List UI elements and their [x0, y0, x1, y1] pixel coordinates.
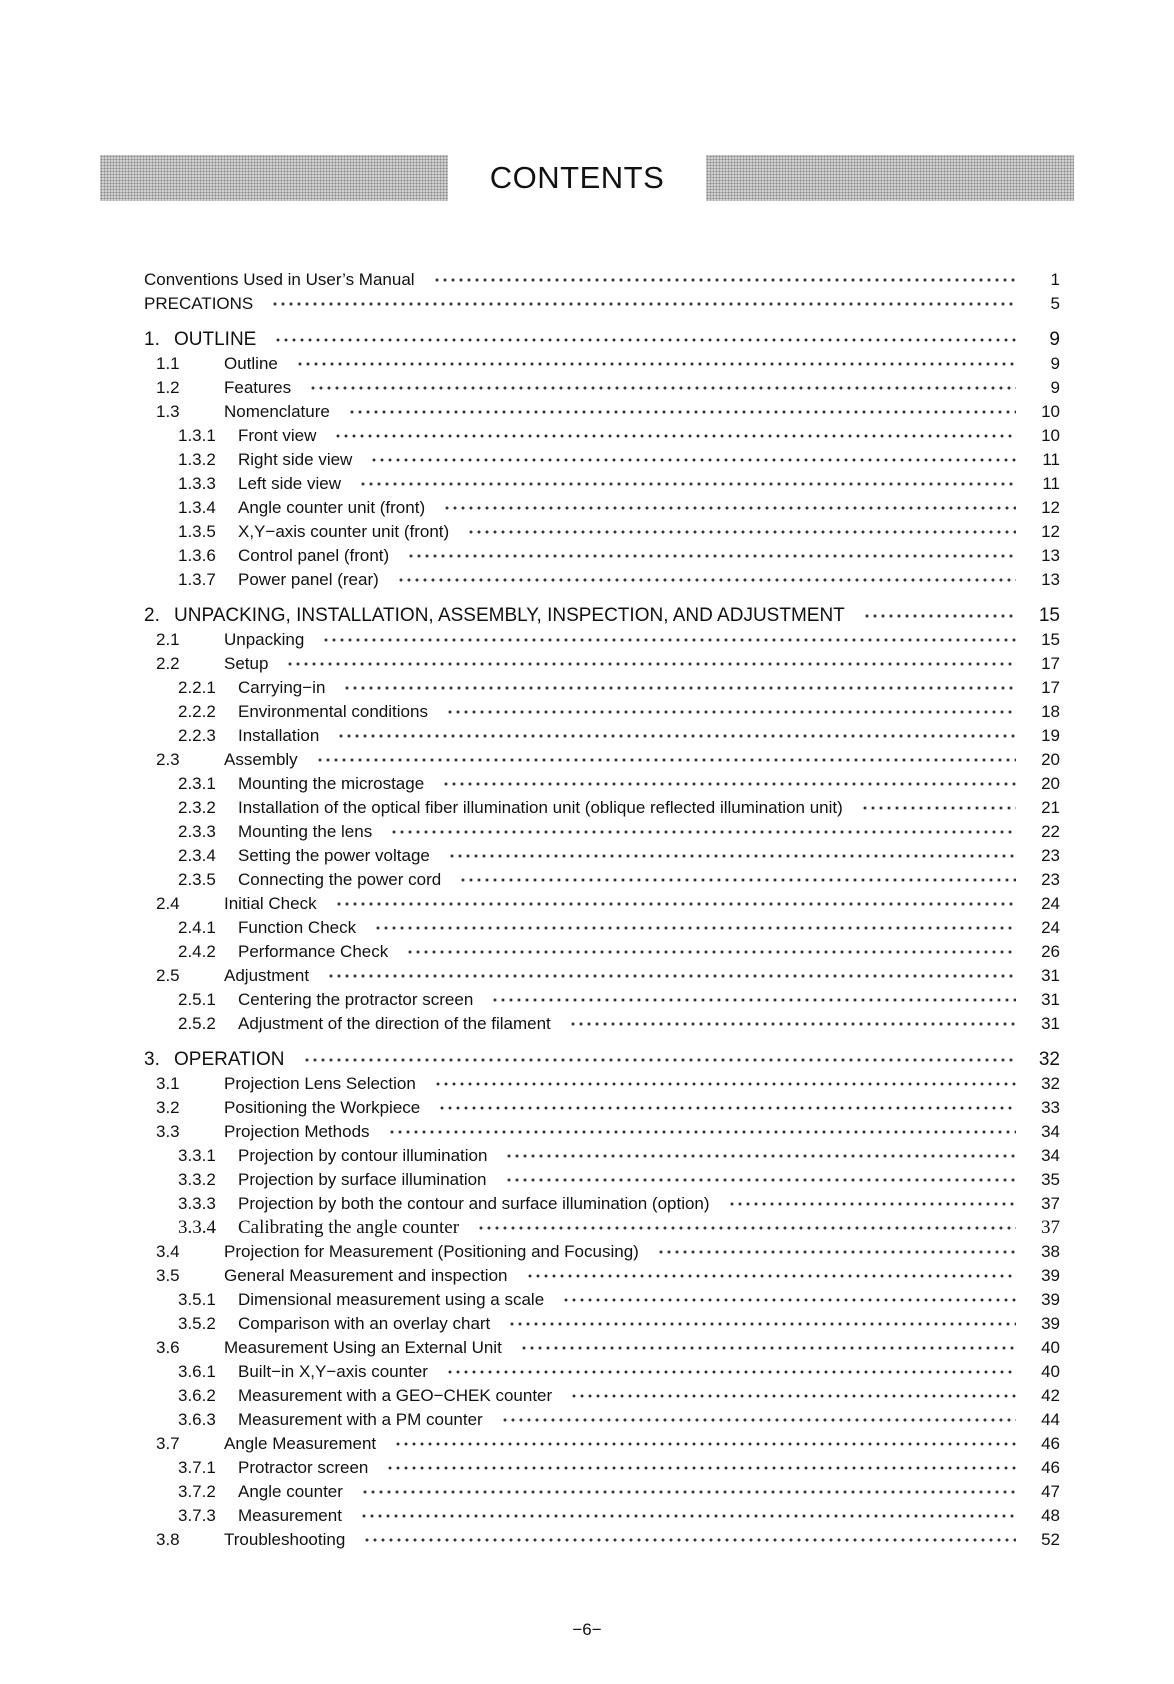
- toc-entry-page: 9: [1049, 329, 1060, 350]
- toc-entry-page: 20: [1041, 774, 1060, 793]
- toc-entry[interactable]: [144, 820, 1060, 844]
- toc-entry[interactable]: [144, 604, 1060, 628]
- toc-entry-title: Angle counter unit (front): [238, 498, 426, 517]
- toc-entry-title: Protractor screen: [238, 1458, 369, 1477]
- toc-entry-number: 1.2: [156, 378, 180, 397]
- toc-entry[interactable]: [144, 1072, 1060, 1096]
- toc-entry-number: 3.5.1: [178, 1290, 216, 1309]
- dot-leader: [363, 1536, 1016, 1544]
- toc-entry-title: X,Y−axis counter unit (front): [238, 522, 450, 541]
- toc-entry-number: 2.3.5: [178, 870, 216, 889]
- dot-leader: [446, 1368, 1016, 1376]
- toc-entry[interactable]: [144, 292, 1060, 316]
- toc-entry-page: 23: [1041, 870, 1060, 889]
- toc-entry-page: 47: [1041, 1482, 1060, 1501]
- toc-entry-page: 40: [1041, 1338, 1060, 1357]
- toc-entry-number: 3.6: [156, 1338, 180, 1357]
- toc-entry[interactable]: [144, 844, 1060, 868]
- dot-leader: [459, 876, 1016, 884]
- dot-leader: [316, 756, 1016, 764]
- toc-entry-number: 3.6.2: [178, 1386, 216, 1405]
- toc-entry-title: Right side view: [238, 450, 353, 469]
- toc-entry-title: Features: [224, 378, 292, 397]
- toc-entry[interactable]: [144, 1012, 1060, 1036]
- toc-entry-title: Setup: [224, 654, 269, 673]
- dot-leader: [438, 1104, 1016, 1112]
- toc-entry[interactable]: [144, 1480, 1060, 1504]
- toc-entry[interactable]: [144, 544, 1060, 568]
- toc-entry-number: 1.: [144, 329, 160, 350]
- toc-entry-title: Unpacking: [224, 630, 305, 649]
- dot-leader: [286, 660, 1016, 668]
- dot-leader: [728, 1200, 1016, 1208]
- toc-entry-page: 20: [1041, 750, 1060, 769]
- dot-leader: [562, 1296, 1016, 1304]
- toc-entry[interactable]: [144, 1456, 1060, 1480]
- toc-entry-number: 3.7: [156, 1434, 180, 1453]
- toc-entry-title: Setting the power voltage: [238, 846, 430, 865]
- toc-entry-page: 31: [1041, 990, 1060, 1009]
- toc-entry[interactable]: [144, 520, 1060, 544]
- toc-entry-title: Troubleshooting: [224, 1530, 346, 1549]
- toc-entry-title: Outline: [224, 354, 278, 373]
- toc-entry[interactable]: [144, 1048, 1060, 1072]
- toc-entry-title: Measurement Using an External Unit: [224, 1338, 502, 1357]
- dot-leader: [406, 948, 1016, 956]
- dot-leader: [397, 576, 1016, 584]
- toc-entry-title: Measurement: [238, 1506, 342, 1525]
- dot-leader: [467, 528, 1016, 536]
- toc-entry-page: 35: [1041, 1170, 1060, 1189]
- banner-pattern-left: [100, 155, 448, 201]
- toc-entry-number: 2.4: [156, 894, 180, 913]
- dot-leader: [374, 924, 1016, 932]
- toc-entry-page: 19: [1041, 726, 1060, 745]
- toc-entry-number: 2.: [144, 605, 160, 626]
- toc-entry[interactable]: [144, 448, 1060, 472]
- toc-entry-title: Angle Measurement: [224, 1434, 377, 1453]
- toc-entry-number: 1.3.2: [178, 450, 216, 469]
- toc-entry-title: Mounting the lens: [238, 822, 373, 841]
- toc-entry-page: 32: [1041, 1074, 1060, 1093]
- toc-entry-title: Built−in X,Y−axis counter: [238, 1362, 428, 1381]
- toc-entry-title: Power panel (rear): [238, 570, 379, 589]
- dot-leader: [570, 1392, 1016, 1400]
- dot-leader: [327, 972, 1016, 980]
- toc-entry-number: 3.3.4: [178, 1217, 216, 1238]
- toc-entry[interactable]: [144, 1384, 1060, 1408]
- toc-entry[interactable]: [144, 1432, 1060, 1456]
- dot-leader: [394, 1440, 1016, 1448]
- toc-entry-number: 2.5: [156, 966, 180, 985]
- toc-entry-page: 34: [1041, 1122, 1060, 1141]
- dot-leader: [390, 828, 1016, 836]
- toc-entry-page: 1: [1050, 270, 1060, 289]
- dot-leader: [309, 384, 1016, 392]
- toc-entry-page: 22: [1041, 822, 1060, 841]
- toc-entry-title: Adjustment of the direction of the filament: [238, 1014, 551, 1033]
- toc-entry-title: Initial Check: [224, 894, 317, 913]
- toc-entry-title: Carrying−in: [238, 678, 326, 697]
- dot-leader: [359, 480, 1016, 488]
- dot-leader: [322, 636, 1016, 644]
- toc-entry-title: Function Check: [238, 918, 357, 937]
- toc-entry-page: 33: [1041, 1098, 1060, 1117]
- toc-entry[interactable]: [144, 628, 1060, 652]
- toc-entry-page: 46: [1041, 1434, 1060, 1453]
- toc-entry-number: 3.7.2: [178, 1482, 216, 1501]
- toc-entry-title: Projection by surface illumination: [238, 1170, 487, 1189]
- toc-entry-page: 39: [1041, 1290, 1060, 1309]
- toc-entry-number: 3.7.1: [178, 1458, 216, 1477]
- toc-entry-title: Installation: [238, 726, 320, 745]
- toc-entry[interactable]: [144, 1360, 1060, 1384]
- toc-entry[interactable]: [144, 676, 1060, 700]
- toc-entry-page: 31: [1041, 1014, 1060, 1033]
- table-of-contents: [144, 268, 1060, 1552]
- dot-leader: [448, 852, 1016, 860]
- toc-entry-number: 1.3: [156, 402, 180, 421]
- toc-entry[interactable]: [144, 1216, 1060, 1240]
- toc-entry[interactable]: [144, 868, 1060, 892]
- toc-entry-page: 52: [1041, 1530, 1060, 1549]
- toc-entry-title: Connecting the power cord: [238, 870, 442, 889]
- toc-entry-title: Performance Check: [238, 942, 389, 961]
- dot-leader: [370, 456, 1016, 464]
- toc-entry-number: 3.3.3: [178, 1194, 216, 1213]
- toc-entry[interactable]: [144, 748, 1060, 772]
- dot-leader: [491, 996, 1016, 1004]
- dot-leader: [386, 1464, 1016, 1472]
- contents-banner: [0, 0, 1174, 195]
- dot-leader: [334, 432, 1016, 440]
- page-title: CONTENTS: [489, 160, 665, 195]
- toc-entry-page: 15: [1038, 605, 1060, 626]
- dot-leader: [361, 1488, 1016, 1496]
- toc-entry-page: 10: [1041, 402, 1060, 421]
- dot-leader: [407, 552, 1016, 560]
- toc-entry-page: 42: [1041, 1386, 1060, 1405]
- toc-entry-number: 1.3.5: [178, 522, 216, 541]
- toc-entry-page: 48: [1041, 1506, 1060, 1525]
- toc-entry-number: 1.1: [156, 354, 180, 373]
- toc-entry[interactable]: [144, 1264, 1060, 1288]
- dot-leader: [348, 408, 1016, 416]
- toc-entry-title: Projection by both the contour and surface illumination (option): [238, 1194, 710, 1213]
- toc-entry-title: OPERATION: [174, 1049, 285, 1070]
- dot-leader: [657, 1248, 1016, 1256]
- toc-entry-number: 1.3.6: [178, 546, 216, 565]
- toc-entry-page: 32: [1038, 1049, 1060, 1070]
- toc-entry[interactable]: [144, 568, 1060, 592]
- toc-entry-title: Comparison with an overlay chart: [238, 1314, 491, 1333]
- toc-entry-number: 3.1: [156, 1074, 180, 1093]
- dot-leader: [434, 1080, 1016, 1088]
- toc-entry-number: 1.3.7: [178, 570, 216, 589]
- dot-leader: [274, 336, 1016, 344]
- toc-entry[interactable]: [144, 988, 1060, 1012]
- toc-entry-number: 2.4.2: [178, 942, 216, 961]
- toc-entry-page: 37: [1041, 1217, 1060, 1238]
- toc-entry[interactable]: [144, 400, 1060, 424]
- toc-entry-page: 26: [1041, 942, 1060, 961]
- toc-entry[interactable]: [144, 352, 1060, 376]
- toc-entry[interactable]: [144, 652, 1060, 676]
- toc-entry-title: Adjustment: [224, 966, 310, 985]
- toc-entry-number: 3.3.1: [178, 1146, 216, 1165]
- dot-leader: [303, 1056, 1017, 1064]
- toc-entry[interactable]: [144, 1192, 1060, 1216]
- banner-pattern-right: [706, 155, 1074, 201]
- toc-entry[interactable]: [144, 268, 1060, 292]
- toc-entry-page: 23: [1041, 846, 1060, 865]
- dot-leader: [446, 708, 1016, 716]
- toc-entry-title: Control panel (front): [238, 546, 390, 565]
- page-number-footer: −6−: [572, 1620, 602, 1639]
- dot-leader: [501, 1416, 1016, 1424]
- toc-entry-page: 11: [1042, 450, 1060, 469]
- toc-entry-title: Measurement with a PM counter: [238, 1410, 483, 1429]
- toc-entry-page: 11: [1042, 474, 1060, 493]
- toc-entry[interactable]: [144, 892, 1060, 916]
- dot-leader: [505, 1176, 1016, 1184]
- toc-entry-number: 2.2: [156, 654, 180, 673]
- toc-entry-number: 3.6.1: [178, 1362, 216, 1381]
- toc-entry-page: 18: [1041, 702, 1060, 721]
- toc-entry[interactable]: [144, 328, 1060, 352]
- toc-entry[interactable]: [144, 964, 1060, 988]
- toc-entry-title: UNPACKING, INSTALLATION, ASSEMBLY, INSPECTION, AND ADJUSTMENT: [174, 605, 845, 626]
- dot-leader: [360, 1512, 1016, 1520]
- dot-leader: [442, 780, 1016, 788]
- toc-entry-number: 3.7.3: [178, 1506, 216, 1525]
- toc-entry-title: Conventions Used in User’s Manual: [144, 270, 415, 289]
- toc-entry-title: Left side view: [238, 474, 341, 493]
- toc-entry-title: Projection by contour illumination: [238, 1146, 488, 1165]
- toc-entry-number: 2.3.3: [178, 822, 216, 841]
- toc-entry-page: 12: [1041, 498, 1060, 517]
- dot-leader: [343, 684, 1016, 692]
- toc-entry-number: 2.4.1: [178, 918, 216, 937]
- dot-leader: [863, 612, 1016, 620]
- toc-entry-title: Projection Lens Selection: [224, 1074, 416, 1093]
- toc-entry-page: 39: [1041, 1314, 1060, 1333]
- toc-entry-number: 2.2.3: [178, 726, 216, 745]
- toc-entry[interactable]: [144, 1312, 1060, 1336]
- toc-entry-page: 5: [1050, 294, 1060, 313]
- toc-entry-number: 2.2.1: [178, 678, 216, 697]
- toc-entry-number: 3.5.2: [178, 1314, 216, 1333]
- toc-entry-number: 2.3.4: [178, 846, 216, 865]
- toc-entry[interactable]: [144, 1504, 1060, 1528]
- toc-entry-number: 2.2.2: [178, 702, 216, 721]
- toc-entry[interactable]: [144, 1288, 1060, 1312]
- toc-entry-number: 2.3.2: [178, 798, 216, 817]
- toc-entry-title: Front view: [238, 426, 317, 445]
- toc-entry-title: Projection Methods: [224, 1122, 370, 1141]
- toc-entry[interactable]: [144, 496, 1060, 520]
- dot-leader: [388, 1128, 1016, 1136]
- dot-leader: [477, 1224, 1016, 1232]
- toc-entry-page: 13: [1041, 570, 1060, 589]
- toc-entry-title: Positioning the Workpiece: [224, 1098, 421, 1117]
- toc-entry-number: 2.3: [156, 750, 180, 769]
- toc-entry-title: OUTLINE: [174, 329, 257, 350]
- toc-entry-number: 3.4: [156, 1242, 180, 1261]
- dot-leader: [520, 1344, 1016, 1352]
- toc-entry-page: 17: [1041, 654, 1060, 673]
- toc-entry-number: 1.3.1: [178, 426, 216, 445]
- toc-entry-number: 3.5: [156, 1266, 180, 1285]
- toc-entry-title: Centering the protractor screen: [238, 990, 474, 1009]
- toc-entry-page: 24: [1041, 918, 1060, 937]
- toc-entry-number: 3.8: [156, 1530, 180, 1549]
- toc-entry-number: 2.1: [156, 630, 180, 649]
- toc-entry[interactable]: [144, 796, 1060, 820]
- toc-entry-page: 40: [1041, 1362, 1060, 1381]
- toc-entry-page: 9: [1050, 354, 1060, 373]
- toc-entry-title: Projection for Measurement (Positioning and Focusing): [224, 1242, 639, 1261]
- toc-entry[interactable]: [144, 376, 1060, 400]
- toc-entry[interactable]: [144, 724, 1060, 748]
- toc-entry[interactable]: [144, 1240, 1060, 1264]
- toc-entry-title: Environmental conditions: [238, 702, 428, 721]
- toc-entry-number: 2.3.1: [178, 774, 216, 793]
- toc-entry[interactable]: [144, 700, 1060, 724]
- dot-leader: [569, 1020, 1016, 1028]
- dot-leader: [505, 1152, 1016, 1160]
- toc-entry-page: 37: [1041, 1194, 1060, 1213]
- toc-entry-page: 17: [1041, 678, 1060, 697]
- toc-entry-title: Calibrating the angle counter: [238, 1217, 460, 1238]
- toc-entry-title: Measurement with a GEO−CHEK counter: [238, 1386, 553, 1405]
- toc-entry-page: 24: [1041, 894, 1060, 913]
- toc-entry[interactable]: [144, 1528, 1060, 1552]
- toc-entry[interactable]: [144, 1336, 1060, 1360]
- toc-entry-title: General Measurement and inspection: [224, 1266, 508, 1285]
- toc-entry[interactable]: [144, 1120, 1060, 1144]
- toc-entry-page: 39: [1041, 1266, 1060, 1285]
- toc-entry-title: Mounting the microstage: [238, 774, 425, 793]
- dot-leader: [861, 804, 1016, 812]
- toc-entry-page: 44: [1041, 1410, 1060, 1429]
- toc-entry-number: 3.2: [156, 1098, 180, 1117]
- dot-leader: [271, 300, 1016, 308]
- dot-leader: [508, 1320, 1016, 1328]
- dot-leader: [433, 276, 1016, 284]
- toc-entry-page: 12: [1041, 522, 1060, 541]
- toc-entry-number: 1.3.4: [178, 498, 216, 517]
- toc-entry-title: PRECATIONS: [144, 294, 254, 313]
- toc-entry-page: 46: [1041, 1458, 1060, 1477]
- dot-leader: [296, 360, 1016, 368]
- toc-entry[interactable]: [144, 424, 1060, 448]
- toc-entry-page: 21: [1041, 798, 1060, 817]
- toc-entry-page: 15: [1041, 630, 1060, 649]
- toc-entry-title: Dimensional measurement using a scale: [238, 1290, 545, 1309]
- dot-leader: [526, 1272, 1017, 1280]
- toc-entry-number: 3.: [144, 1049, 160, 1070]
- toc-entry-page: 13: [1041, 546, 1060, 565]
- toc-entry[interactable]: [144, 772, 1060, 796]
- toc-entry[interactable]: [144, 1096, 1060, 1120]
- toc-entry-page: 31: [1041, 966, 1060, 985]
- toc-entry-title: Nomenclature: [224, 402, 330, 421]
- toc-entry[interactable]: [144, 472, 1060, 496]
- toc-entry[interactable]: [144, 916, 1060, 940]
- toc-entry-page: 9: [1050, 378, 1060, 397]
- toc-entry-page: 38: [1041, 1242, 1060, 1261]
- toc-entry-title: Assembly: [224, 750, 298, 769]
- toc-entry-page: 10: [1041, 426, 1060, 445]
- toc-entry-title: Angle counter: [238, 1482, 343, 1501]
- toc-entry-number: 3.3.2: [178, 1170, 216, 1189]
- toc-entry-number: 3.3: [156, 1122, 180, 1141]
- toc-entry-number: 3.6.3: [178, 1410, 216, 1429]
- toc-entry[interactable]: [144, 1408, 1060, 1432]
- toc-entry-number: 2.5.1: [178, 990, 216, 1009]
- toc-entry[interactable]: [144, 940, 1060, 964]
- toc-entry-number: 2.5.2: [178, 1014, 216, 1033]
- toc-entry-page: 34: [1041, 1146, 1060, 1165]
- toc-entry-number: 1.3.3: [178, 474, 216, 493]
- dot-leader: [443, 504, 1016, 512]
- toc-entry-title: Installation of the optical fiber illumination unit (oblique reflected illumination unit): [238, 798, 843, 817]
- dot-leader: [337, 732, 1016, 740]
- toc-entry[interactable]: [144, 1144, 1060, 1168]
- toc-entry[interactable]: [144, 1168, 1060, 1192]
- dot-leader: [335, 900, 1016, 908]
